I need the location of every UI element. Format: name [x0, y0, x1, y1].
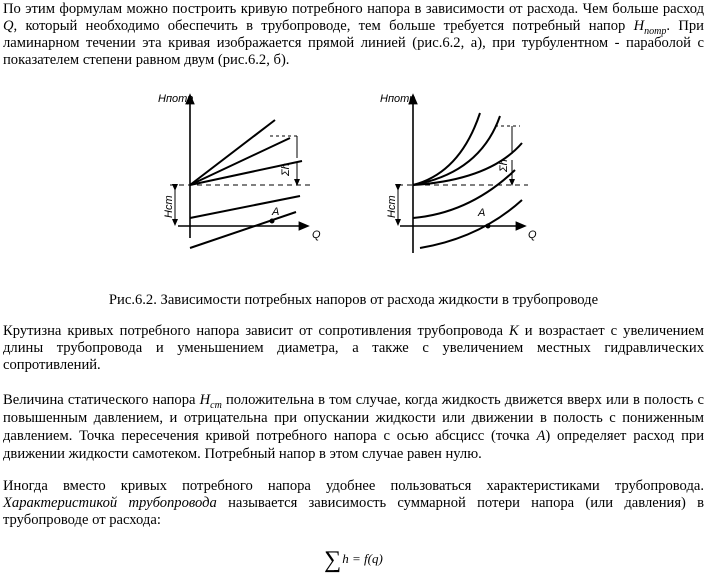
label-y-right: Hпотр: [380, 93, 416, 105]
paragraph-static-head: Величина статического напора $H_{ст}$ положительна в том случае, когда жидкость движется вверх или в полость с повышенным давлением, и отрицательна при опускании жидкости или движении в полость с пониженным давлением. Точка пересечения кривой потребного напора с осью абсцисс (точка A) определяет расход при движении жидкости самотеком. Потребный напор в этом случае равен нулю.: [3, 392, 705, 462]
point-a-marker: [270, 219, 274, 223]
paragraph-steepness: Крутизна кривых потребного напора зависит от сопротивления трубопровода K и возрастает с увеличением длины трубопровода и уменьшением диаметра, а также с увеличением местных гидравлических сопротивлений.: [3, 323, 705, 373]
label-a-right: A: [478, 207, 486, 219]
var-k: K: [509, 323, 519, 339]
label-hst-left: Hст: [163, 195, 175, 218]
label-x-right: Q: [528, 229, 537, 241]
sum-symbol: ∑: [324, 547, 342, 573]
curve-lower-2: [420, 200, 522, 248]
var-q: Q: [3, 18, 14, 34]
point-a-marker: [486, 224, 490, 228]
paragraph-characteristic: Иногда вместо кривых потребного напора удобнее пользоваться характеристиками трубопровода. Характеристикой трубопровода называется зависимость суммарной потери напора (или давления) в трубопроводе от расхода:: [3, 478, 705, 528]
label-y-left: Hпотр: [158, 93, 194, 105]
var-h-potr: $H_{потр}$: [633, 18, 667, 37]
figure-6-2: [0, 88, 709, 288]
var-h-st: $H_{ст}$: [199, 392, 222, 411]
diagram-turbulent: [398, 98, 528, 253]
curve-lower-2: [190, 212, 296, 248]
paragraph-intro: По этим формулам можно построить кривую потребного напора в зависимости от расхода. Чем больше расход Q, который необходимо обеспечить в трубопроводе, тем больше требуется потребный напор $H_{потр}$. При ламинарном течении эта кривая изображается прямой линией (рис.6.2, а), при турбулентном - параболой с показателем степени равном двум (рис.6.2, б).: [3, 1, 704, 68]
term-pipe-characteristic: Характеристикой трубопровода: [3, 495, 217, 511]
curve-2: [413, 116, 500, 185]
figure-caption: Рис.6.2. Зависимости потребных напоров от расхода жидкости в трубопроводе: [108, 292, 599, 308]
curve-2: [190, 138, 290, 185]
label-x-left: Q: [312, 229, 321, 241]
var-point-a: A: [536, 428, 546, 444]
label-sumh-left: Σh: [280, 163, 292, 176]
label-a-left: A: [272, 206, 280, 218]
curve-lower-1: [190, 196, 300, 218]
label-hst-right: Hст: [386, 195, 398, 218]
formula: [3, 547, 704, 573]
label-sumh-right: Σh: [498, 159, 510, 172]
formula-expression: h = f(q): [342, 551, 383, 566]
